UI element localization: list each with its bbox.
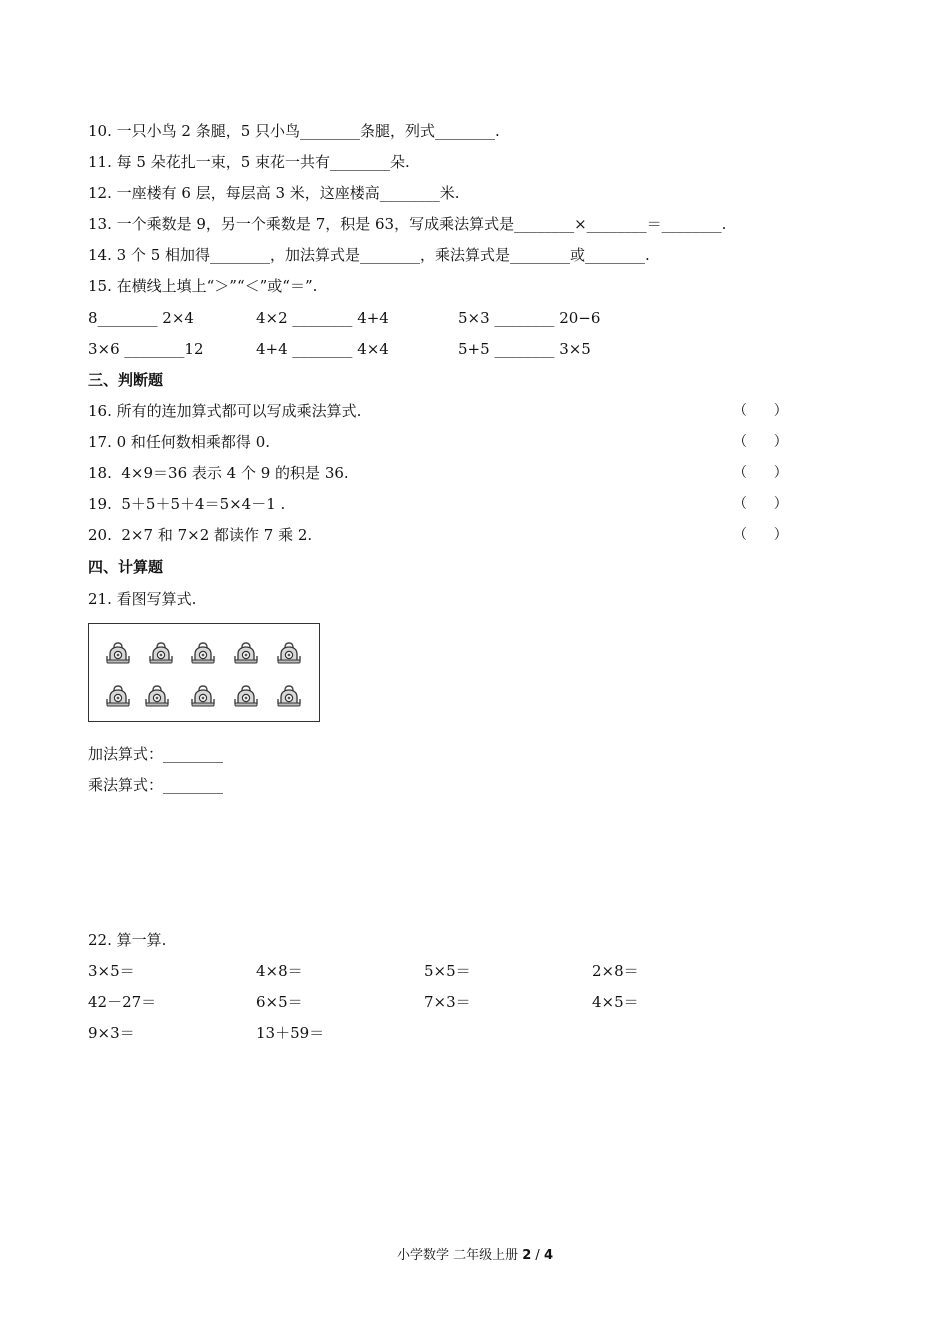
answer-paren: （ ） — [733, 496, 788, 512]
backpack-icon — [235, 643, 257, 663]
calc-item: 7×3＝ — [424, 993, 471, 1011]
answer-paren: （ ） — [733, 527, 788, 543]
question-16: 16. 所有的连加算式都可以写成乘法算式. — [88, 402, 362, 420]
compare-item: 5+5 ________ 3×5 — [458, 340, 591, 358]
multiplication-formula-label: 乘法算式：________ — [88, 776, 224, 794]
question-17: 17. 0 和任何数相乘都得 0. — [88, 433, 271, 451]
backpack-icon — [278, 643, 300, 663]
question-19: 19. 5＋5＋5＋4＝5×4－1 . — [88, 495, 286, 513]
calc-item: 13＋59＝ — [256, 1024, 325, 1042]
backpack-icon — [235, 686, 257, 706]
page-total: 4 — [543, 1248, 553, 1263]
compare-item: 4×2 ________ 4+4 — [256, 309, 389, 327]
backpack-icon — [146, 686, 168, 706]
backpack-grid — [89, 624, 318, 720]
question-12: 12. 一座楼有 6 层，每层高 3 米，这座楼高________米. — [88, 184, 460, 202]
backpack-icon — [192, 643, 214, 663]
backpack-icon — [107, 686, 129, 706]
answer-paren: （ ） — [733, 465, 788, 481]
answer-paren: （ ） — [733, 403, 788, 419]
addition-formula-label: 加法算式：________ — [88, 745, 224, 763]
question-22: 22. 算一算. — [88, 931, 167, 949]
footer-label: 小学数学 二年级上册 — [396, 1248, 523, 1263]
calc-item: 2×8＝ — [592, 962, 639, 980]
question-13: 13. 一个乘数是 9，另一个乘数是 7，积是 63，写成乘法算式是________×________＝________. — [88, 215, 727, 233]
calc-item: 6×5＝ — [256, 993, 303, 1011]
question-11: 11. 每 5 朵花扎一束，5 束花一共有________朵. — [88, 153, 410, 171]
backpack-icon — [278, 686, 300, 706]
backpack-icon — [192, 686, 214, 706]
page-number: 2 — [522, 1248, 532, 1263]
calc-item: 4×8＝ — [256, 962, 303, 980]
compare-item: 8________ 2×4 — [88, 309, 194, 327]
question-15: 15. 在横线上填上“＞”“＜”或“＝”. — [88, 277, 318, 295]
question-21: 21. 看图写算式. — [88, 590, 197, 608]
compare-item: 5×3 ________ 20−6 — [458, 309, 601, 327]
calc-item: 9×3＝ — [88, 1024, 135, 1042]
backpack-icon — [150, 643, 172, 663]
question-10: 10. 一只小鸟 2 条腿，5 只小鸟________条腿，列式________. — [88, 122, 500, 140]
backpack-icon — [107, 643, 129, 663]
calc-item: 3×5＝ — [88, 962, 135, 980]
answer-paren: （ ） — [733, 434, 788, 450]
section-title-judge: 三、判断题 — [88, 371, 164, 389]
question-20: 20. 2×7 和 7×2 都读作 7 乘 2. — [88, 526, 313, 544]
section-title-calc: 四、计算题 — [88, 558, 164, 576]
calc-item: 4×5＝ — [592, 993, 639, 1011]
compare-item: 4+4 ________ 4×4 — [256, 340, 389, 358]
calc-item: 42－27＝ — [88, 993, 157, 1011]
question-18: 18. 4×9＝36 表示 4 个 9 的积是 36. — [88, 464, 349, 482]
compare-item: 3×6 ________12 — [88, 340, 204, 358]
page-separator: / — [531, 1248, 544, 1263]
calc-item: 5×5＝ — [424, 962, 471, 980]
page-footer — [0, 1247, 950, 1265]
question-14: 14. 3 个 5 相加得________，加法算式是________，乘法算式是________或________. — [88, 246, 650, 264]
picture-box — [88, 623, 320, 722]
